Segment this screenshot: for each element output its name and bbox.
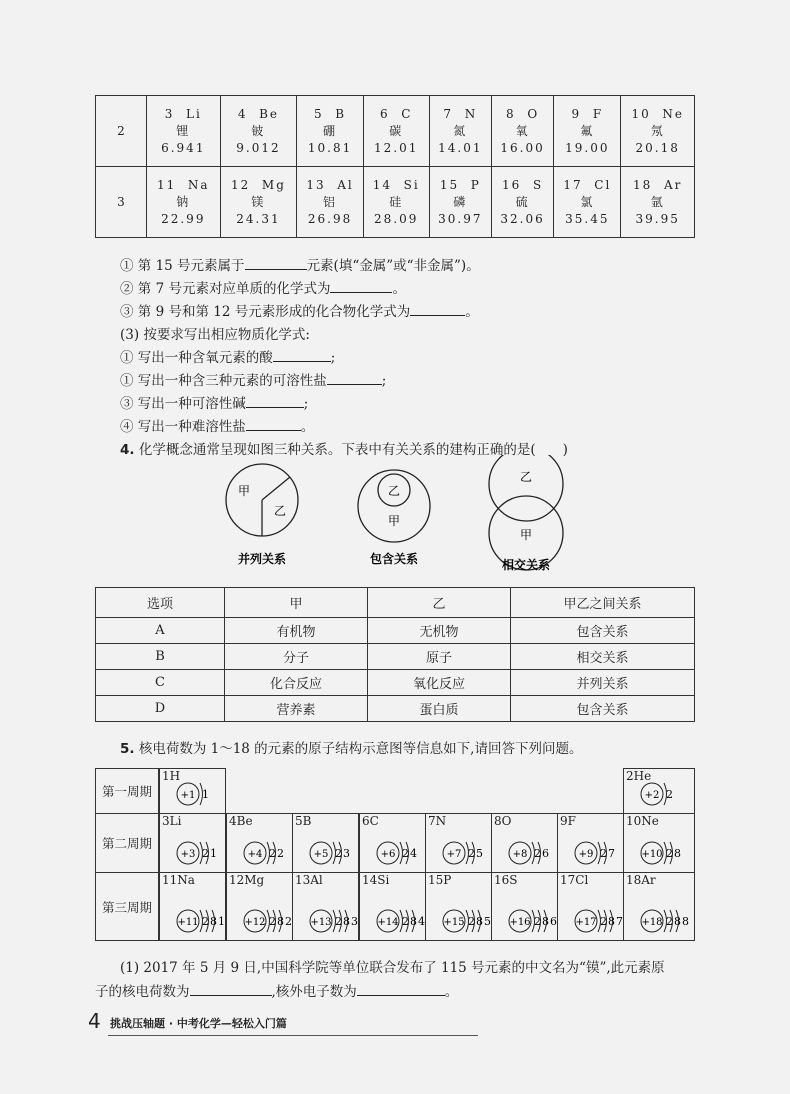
element-cell: [147, 96, 221, 167]
footer-rule: [108, 1035, 478, 1036]
element-name: 氧: [515, 123, 530, 138]
nucleus-charge: +18: [641, 917, 663, 928]
element-name: 铝: [323, 194, 338, 209]
element-symbol: P: [470, 177, 481, 192]
nucleus-charge: +5: [313, 849, 329, 860]
question-text: ③ 第 9 号和第 12 号元素形成的化合物化学式为: [120, 304, 411, 320]
element-number-symbol: [221, 177, 297, 194]
period-label: 2: [96, 96, 147, 167]
answer-blank[interactable]: [245, 257, 307, 270]
question-line: [120, 300, 479, 320]
question-text: ;: [381, 373, 387, 389]
atom-symbol: 11Na: [162, 873, 195, 887]
electron-count: 283: [335, 915, 359, 928]
question-line: [120, 277, 406, 297]
element-symbol: Be: [259, 106, 280, 121]
element-table: [95, 95, 695, 238]
electron-count: 22: [269, 847, 285, 860]
answer-blank[interactable]: [273, 349, 331, 362]
atomic-mass: 19.00: [565, 140, 610, 155]
atom-cell: [159, 872, 226, 941]
nucleus-charge: +2: [644, 790, 660, 801]
element-symbol: Si: [403, 177, 420, 192]
question-text: 。: [300, 419, 315, 435]
electron-count: 28: [666, 847, 682, 860]
question-text: ,核外电子数为: [271, 984, 357, 1000]
element-name: 镁: [251, 194, 266, 209]
atom-symbol: 12Mg: [229, 873, 265, 887]
atom-symbol: 4Be: [229, 814, 253, 828]
question-line: [120, 254, 480, 274]
question-text: ④ 写出一种难溶性盐: [120, 419, 246, 435]
nucleus-charge: +12: [244, 917, 266, 928]
element-number-symbol: [430, 106, 491, 123]
question-text: 化学概念通常呈现如图三种关系。下表中有关关系的建构正确的是( ): [138, 442, 568, 458]
element-number-symbol: [554, 106, 620, 123]
element-cell: [621, 167, 695, 238]
relation-table: [95, 587, 695, 722]
atom-cell: [557, 872, 624, 941]
atom-symbol: 5B: [295, 814, 312, 828]
electron-count: 285: [468, 915, 492, 928]
atom-symbol: 18Ar: [626, 873, 656, 887]
atom-diagram: [174, 838, 234, 868]
atomic-number: 16: [502, 177, 522, 192]
atom-diagram: [638, 838, 698, 868]
element-cell: [491, 167, 553, 238]
atom-symbol: 10Ne: [626, 814, 659, 828]
atom-symbol: 16S: [494, 873, 518, 887]
question-text: ① 第 15 号元素属于: [120, 258, 245, 274]
question-text: (3) 按要求写出相应物质化学式:: [120, 327, 310, 343]
electron-count: 287: [600, 915, 624, 928]
table-cell: C: [96, 670, 225, 696]
atomic-mass: 30.97: [438, 211, 483, 226]
table-cell: 包含关系: [511, 696, 695, 722]
atom-cell: [557, 813, 624, 873]
element-number-symbol: [297, 106, 363, 123]
atom-diagram: [174, 779, 234, 809]
answer-blank[interactable]: [190, 983, 272, 996]
element-cell: [429, 167, 491, 238]
element-name: 氮: [453, 123, 468, 138]
electron-count: 1: [202, 788, 210, 801]
nucleus-charge: +8: [512, 849, 528, 860]
answer-blank[interactable]: [246, 395, 304, 408]
atomic-mass: 20.18: [635, 140, 680, 155]
question-5: [120, 737, 582, 757]
diagram-label-yi: 乙: [388, 484, 401, 498]
atomic-mass: 6.941: [161, 140, 206, 155]
atomic-mass: 35.45: [565, 211, 610, 226]
element-number-symbol: [621, 177, 694, 194]
nucleus-charge: +9: [578, 849, 594, 860]
answer-blank[interactable]: [330, 280, 392, 293]
element-name: 碳: [389, 123, 404, 138]
electron-count: 284: [402, 915, 426, 928]
question-number: 5.: [120, 741, 135, 757]
electron-count: 26: [534, 847, 550, 860]
element-symbol: Mg: [261, 177, 286, 192]
atom-diagram: [174, 906, 234, 936]
period-label: 3: [96, 167, 147, 238]
atomic-mass: 39.95: [635, 211, 680, 226]
atom-cell: [425, 872, 492, 941]
atomic-mass: 24.31: [236, 211, 281, 226]
table-cell: 化合反应: [225, 670, 368, 696]
question-line: [95, 980, 458, 1000]
element-number-symbol: [297, 177, 363, 194]
element-number-symbol: [147, 106, 220, 123]
element-name: 硫: [515, 194, 530, 209]
atom-symbol: 15P: [428, 873, 452, 887]
question-text: 元素(填“金属”或“非金属”)。: [306, 258, 480, 274]
table-cell: 相交关系: [511, 644, 695, 670]
element-number-symbol: [430, 177, 491, 194]
atom-symbol: 9F: [560, 814, 576, 828]
electron-count: 281: [202, 915, 226, 928]
nucleus-charge: +3: [180, 849, 196, 860]
element-name: 氩: [650, 194, 665, 209]
table-cell: 无机物: [368, 618, 511, 644]
element-cell: [297, 167, 364, 238]
atomic-mass: 14.01: [438, 140, 483, 155]
nucleus-charge: +4: [247, 849, 263, 860]
atom-cell: [425, 813, 492, 873]
atom-diagram: [307, 906, 367, 936]
question-number: 4.: [120, 442, 135, 458]
atom-cell: [491, 872, 558, 941]
table-row: [96, 670, 695, 696]
atom-diagram: [638, 906, 698, 936]
contain-diagram: [358, 470, 430, 566]
atomic-mass: 32.06: [500, 211, 545, 226]
answer-blank[interactable]: [357, 983, 445, 996]
table-row: [96, 96, 695, 167]
element-name: 氟: [580, 123, 595, 138]
element-symbol: Al: [337, 177, 354, 192]
atomic-number: 12: [230, 177, 251, 192]
atomic-mass: 26.98: [307, 211, 353, 226]
atomic-number: 3: [164, 106, 175, 121]
diagram-label-yi: 乙: [520, 470, 533, 484]
element-symbol: N: [464, 106, 478, 121]
table-cell: 原子: [368, 644, 511, 670]
atomic-number: 18: [633, 177, 653, 192]
atomic-number: 13: [306, 177, 326, 192]
element-symbol: Cl: [594, 177, 612, 192]
atomic-mass: 10.81: [307, 140, 353, 155]
question-text: 核电荷数为 1～18 的元素的原子结构示意图等信息如下,请回答下列问题。: [138, 741, 583, 757]
atomic-number: 10: [631, 106, 651, 121]
question-text: ③ 写出一种可溶性碱: [120, 396, 246, 412]
element-name: 钠: [176, 194, 191, 209]
question-line: [120, 323, 310, 343]
nucleus-charge: +10: [641, 849, 663, 860]
electron-count: 282: [269, 915, 293, 928]
table-cell: A: [96, 618, 225, 644]
atomic-number: 6: [380, 106, 390, 121]
element-name: 锂: [176, 123, 191, 138]
atomic-mass: 22.99: [161, 211, 206, 226]
page-number: 4: [88, 1009, 101, 1033]
intersect-diagram: [489, 455, 563, 572]
element-cell: [297, 96, 364, 167]
atomic-mass: 9.012: [236, 140, 281, 155]
table-cell: 蛋白质: [368, 696, 511, 722]
element-symbol: C: [401, 106, 413, 121]
atomic-number: 9: [571, 106, 582, 121]
nucleus-charge: +1: [180, 790, 196, 801]
electron-count: 286: [534, 915, 558, 928]
question-text: 。: [465, 304, 479, 320]
table-cell: 分子: [225, 644, 368, 670]
element-name: 硅: [389, 194, 404, 209]
element-number-symbol: [221, 106, 297, 123]
element-number-symbol: [364, 106, 429, 123]
nucleus-charge: +15: [443, 917, 465, 928]
atomic-number: 8: [506, 106, 516, 121]
table-row: [96, 618, 695, 644]
element-cell: [363, 96, 429, 167]
atomic-number: 15: [439, 177, 460, 192]
table-row: [96, 696, 695, 722]
question-text: 。: [444, 984, 459, 1000]
element-cell: [491, 96, 553, 167]
diagram-caption: 并列关系: [238, 552, 287, 566]
nucleus-charge: +6: [380, 849, 396, 860]
atom-symbol: 2He: [626, 769, 652, 783]
element-number-symbol: [364, 177, 429, 194]
atomic-mass: 12.01: [374, 140, 419, 155]
atom-symbol: 13Al: [295, 873, 323, 887]
element-cell: [147, 167, 221, 238]
electron-count: 25: [468, 847, 484, 860]
atom-cell: [292, 872, 359, 941]
question-text: ;: [330, 350, 336, 366]
atom-cell: [359, 872, 426, 941]
table-header-row: [96, 588, 695, 618]
atom-symbol: 17Cl: [560, 873, 589, 887]
element-number-symbol: [621, 106, 694, 123]
question-line: [120, 369, 386, 389]
answer-blank[interactable]: [327, 372, 382, 385]
atomic-mass: 28.09: [374, 211, 419, 226]
element-cell: [621, 96, 695, 167]
table-row: [96, 167, 695, 238]
element-name: 铍: [251, 123, 266, 138]
period-label: 第一周期: [95, 768, 159, 814]
element-symbol: Ar: [663, 177, 683, 192]
atom-cell: [359, 813, 426, 873]
diagram-label-yi: 乙: [274, 504, 287, 518]
answer-blank[interactable]: [410, 303, 465, 316]
table-cell: B: [96, 644, 225, 670]
book-title: 挑战压轴题 · 中考化学—轻松入门篇: [110, 1017, 287, 1030]
atomic-number: 4: [237, 106, 248, 121]
atom-symbol: 14Si: [362, 873, 390, 887]
parallel-diagram: [226, 464, 298, 566]
question-line: [120, 346, 335, 366]
element-symbol: Li: [186, 106, 202, 121]
atom-symbol: 1H: [162, 769, 181, 783]
element-cell: [363, 167, 429, 238]
table-cell: 并列关系: [511, 670, 695, 696]
atomic-number: 17: [563, 177, 583, 192]
element-name: 硼: [323, 123, 338, 138]
nucleus-charge: +16: [509, 917, 531, 928]
diagram-caption: 相交关系: [502, 558, 551, 572]
atom-cell: [292, 813, 359, 873]
atom-cell: [159, 813, 226, 873]
diagram-label-jia: 甲: [388, 514, 401, 528]
period-label: 第三周期: [95, 872, 159, 941]
atomic-number: 11: [156, 177, 177, 192]
question-text: ;: [303, 396, 309, 412]
question-text: ② 第 7 号元素对应单质的化学式为: [120, 281, 331, 297]
atom-diagram: [638, 779, 698, 809]
column-header: 选项: [96, 588, 225, 618]
question-text: 。: [392, 281, 406, 297]
element-name: 氯: [580, 194, 595, 209]
element-cell: [220, 167, 297, 238]
atom-structure-table: [95, 768, 695, 941]
electron-count: 2: [666, 788, 674, 801]
atom-cell: [491, 813, 558, 873]
atom-diagram: [307, 838, 367, 868]
electron-count: 21: [202, 847, 218, 860]
question-text: (1) 2017 年 5 月 9 日,中国科学院等单位联合发布了 115 号元素的中文名为“镆”,此元素原: [120, 960, 665, 976]
element-symbol: B: [335, 106, 347, 121]
atom-symbol: 7N: [428, 814, 447, 828]
element-cell: [220, 96, 297, 167]
element-name: 氖: [650, 123, 665, 138]
atom-symbol: 6C: [362, 814, 379, 828]
answer-blank[interactable]: [246, 418, 301, 431]
diagram-label-jia: 甲: [520, 528, 533, 542]
element-number-symbol: [147, 177, 220, 194]
column-header: 乙: [368, 588, 511, 618]
electron-count: 288: [666, 915, 690, 928]
atomic-number: 7: [443, 106, 454, 121]
question-text: ① 写出一种含氧元素的酸: [120, 350, 273, 366]
atomic-number: 14: [372, 177, 393, 192]
electron-count: 27: [600, 847, 616, 860]
table-cell: 有机物: [225, 618, 368, 644]
element-symbol: Na: [187, 177, 210, 192]
element-symbol: Ne: [662, 106, 684, 121]
nucleus-charge: +7: [446, 849, 462, 860]
element-name: 磷: [453, 194, 468, 209]
table-cell: 包含关系: [511, 618, 695, 644]
nucleus-charge: +17: [575, 917, 597, 928]
diagram-label-jia: 甲: [238, 484, 251, 498]
nucleus-charge: +11: [177, 917, 199, 928]
table-row: [96, 644, 695, 670]
atomic-number: 5: [313, 106, 324, 121]
electron-count: 23: [335, 847, 351, 860]
electron-count: 24: [402, 847, 418, 860]
atom-cell: [226, 813, 293, 873]
atom-cell: [623, 768, 695, 814]
element-cell: [554, 167, 621, 238]
question-line: [120, 415, 314, 435]
nucleus-charge: +14: [377, 917, 399, 928]
atom-cell: [623, 813, 695, 873]
question-text: 子的核电荷数为: [95, 984, 190, 1000]
atom-cell: [159, 768, 226, 814]
column-header: 甲乙之间关系: [511, 588, 695, 618]
question-line: [120, 956, 665, 976]
nucleus-charge: +13: [310, 917, 332, 928]
question-text: ① 写出一种含三种元素的可溶性盐: [120, 373, 327, 389]
element-number-symbol: [492, 106, 553, 123]
atom-symbol: 3Li: [162, 814, 182, 828]
element-number-symbol: [554, 177, 620, 194]
atom-cell: [623, 872, 695, 941]
atom-cell: [226, 872, 293, 941]
element-cell: [554, 96, 621, 167]
column-header: 甲: [225, 588, 368, 618]
element-symbol: O: [527, 106, 540, 121]
atom-symbol: 8O: [494, 814, 512, 828]
element-number-symbol: [492, 177, 553, 194]
question-line: [120, 392, 308, 412]
element-cell: [429, 96, 491, 167]
element-symbol: F: [592, 106, 604, 121]
table-cell: 营养素: [225, 696, 368, 722]
atomic-mass: 16.00: [500, 140, 545, 155]
table-cell: D: [96, 696, 225, 722]
table-cell: 氧化反应: [368, 670, 511, 696]
relation-diagrams: [200, 455, 600, 575]
period-label: 第二周期: [95, 813, 159, 873]
diagram-caption: 包含关系: [370, 552, 419, 566]
element-symbol: S: [532, 177, 544, 192]
